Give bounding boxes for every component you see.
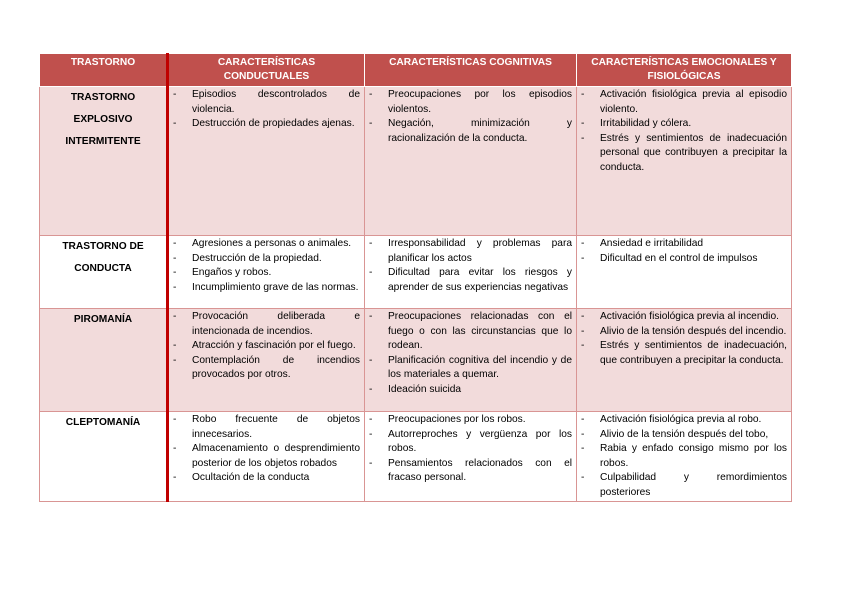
list-item: - Provocación deliberada e intencionada de incendios. xyxy=(173,310,360,339)
list-item: - Contemplación de incendios provocados por otros. xyxy=(173,354,360,383)
header-row xyxy=(40,54,792,87)
list-item: - Alivio de la tensión después del tobo, xyxy=(581,428,787,443)
list-item: - Dificultad para evitar los riesgos y aprender de sus experiencias negativas xyxy=(369,266,572,295)
list-item: - Estrés y sentimientos de inadecuación, que contribuyen a precipitar la conducta. xyxy=(581,339,787,368)
disorder-name: CLEPTOMANÍA xyxy=(40,412,168,502)
emocionales-cell xyxy=(577,236,792,309)
disorder-name: PIROMANÍA xyxy=(40,309,168,412)
disorder-name: TRASTORNO DE CONDUCTA xyxy=(40,236,168,309)
list-item: - Engaños y robos. xyxy=(173,266,360,281)
list-item: - Incumplimiento grave de las normas. xyxy=(173,281,360,296)
list-item: - Destrucción de la propiedad. xyxy=(173,252,360,267)
cognitivas-cell xyxy=(365,309,577,412)
disorder-name: TRASTORNO EXPLOSIVO INTERMITENTE xyxy=(40,87,168,236)
header-emocionales: CARACTERÍSTICAS EMOCIONALES Y FISIOLÓGICAS xyxy=(577,54,792,87)
conductuales-cell xyxy=(168,309,365,412)
list-item: - Ocultación de la conducta xyxy=(173,471,360,486)
list-item: - Almacenamiento o desprendimiento posterior de los objetos robados xyxy=(173,442,360,471)
emocionales-cell xyxy=(577,87,792,236)
list-item: - Estrés y sentimientos de inadecuación personal que contribuyen a precipitar la conducta. xyxy=(581,132,787,176)
list-item: - Ideación suicida xyxy=(369,383,572,398)
table-row-explosivo xyxy=(40,87,792,236)
list-item: - Preocupaciones por los episodios violentos. xyxy=(369,88,572,117)
list-item: - Activación fisiológica previa al episodio violento. xyxy=(581,88,787,117)
list-item: - Negación, minimización y racionalización de la conducta. xyxy=(369,117,572,146)
list-item: - Preocupaciones relacionadas con el fuego o con las circunstancias que lo rodean. xyxy=(369,310,572,354)
cognitivas-cell xyxy=(365,236,577,309)
cognitivas-cell xyxy=(365,87,577,236)
header-cognitivas: CARACTERÍSTICAS COGNITIVAS xyxy=(365,54,577,87)
cognitivas-cell xyxy=(365,412,577,502)
table-row-cleptomania xyxy=(40,412,792,502)
disorders-table xyxy=(39,53,792,502)
list-item: - Planificación cognitiva del incendio y de los materiales a quemar. xyxy=(369,354,572,383)
list-item: - Pensamientos relacionados con el fracaso personal. xyxy=(369,457,572,486)
conductuales-cell xyxy=(168,236,365,309)
list-item: - Destrucción de propiedades ajenas. xyxy=(173,117,360,132)
conductuales-cell xyxy=(168,412,365,502)
header-conductuales: CARACTERÍSTICAS CONDUCTUALES xyxy=(168,54,365,87)
list-item: - Atracción y fascinación por el fuego. xyxy=(173,339,360,354)
list-item: - Irresponsabilidad y problemas para planificar los actos xyxy=(369,237,572,266)
table-row-piromania xyxy=(40,309,792,412)
list-item: - Agresiones a personas o animales. xyxy=(173,237,360,252)
emocionales-cell xyxy=(577,412,792,502)
list-item: - Alivio de la tensión después del incendio. xyxy=(581,325,787,340)
list-item: - Rabia y enfado consigo mismo por los robos. xyxy=(581,442,787,471)
list-item: - Robo frecuente de objetos innecesarios. xyxy=(173,413,360,442)
list-item: - Preocupaciones por los robos. xyxy=(369,413,572,428)
header-trastorno: TRASTORNO xyxy=(40,54,168,87)
list-item: - Culpabilidad y remordimientos posteriores xyxy=(581,471,787,500)
list-item: - Activación fisiológica previa al robo. xyxy=(581,413,787,428)
list-item: - Irritabilidad y cólera. xyxy=(581,117,787,132)
table-row-conducta xyxy=(40,236,792,309)
list-item: - Autorreproches y vergüenza por los robos. xyxy=(369,428,572,457)
list-item: - Dificultad en el control de impulsos xyxy=(581,252,787,267)
list-item: - Ansiedad e irritabilidad xyxy=(581,237,787,252)
emocionales-cell xyxy=(577,309,792,412)
list-item: - Episodios descontrolados de violencia. xyxy=(173,88,360,117)
list-item: - Activación fisiológica previa al incendio. xyxy=(581,310,787,325)
conductuales-cell xyxy=(168,87,365,236)
